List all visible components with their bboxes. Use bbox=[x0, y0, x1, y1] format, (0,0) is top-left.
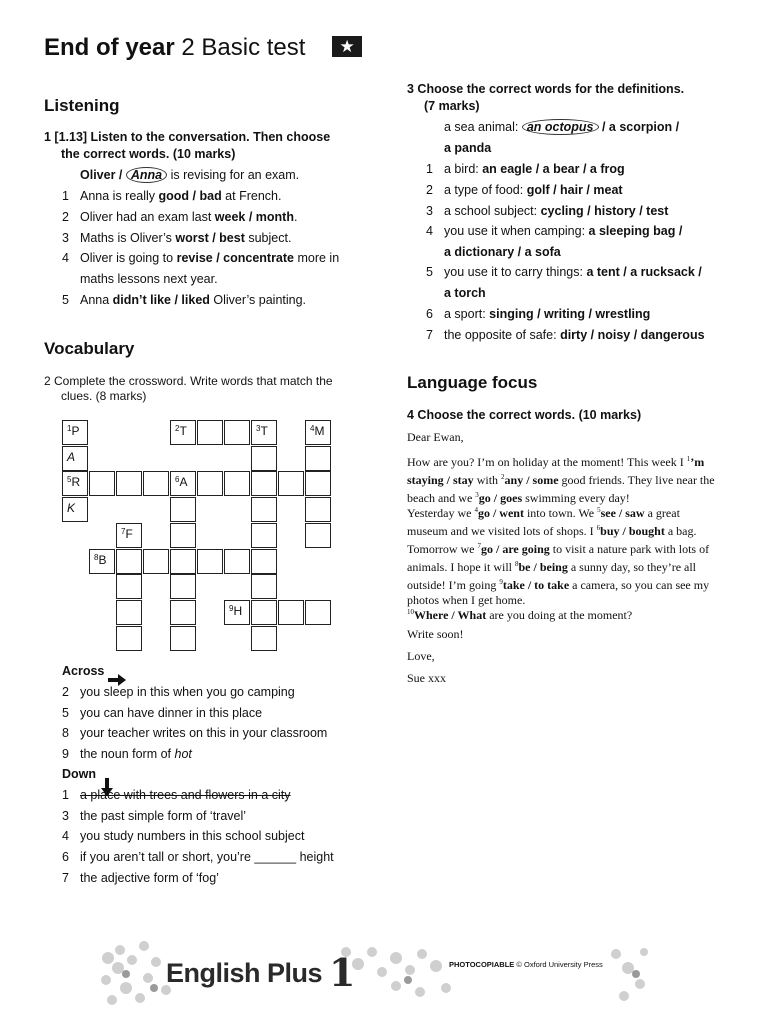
crossword-cell bbox=[116, 600, 142, 625]
p1-text-b: with bbox=[473, 473, 502, 487]
clue-item bbox=[62, 685, 295, 699]
crossword-cell bbox=[197, 549, 223, 574]
cell-letter: T bbox=[179, 424, 187, 438]
copyright-note bbox=[449, 960, 603, 969]
gap-number-9: 9 bbox=[499, 578, 503, 586]
letter-paragraph-2 bbox=[407, 503, 707, 539]
q1-item bbox=[62, 293, 306, 307]
clue-number: 1 bbox=[62, 788, 69, 802]
crossword-cell bbox=[251, 626, 277, 651]
clue-number: 9 bbox=[229, 603, 234, 613]
q3-item bbox=[426, 162, 625, 176]
title-rest: 2 Basic test bbox=[181, 34, 306, 61]
letter-signature: Sue xxx bbox=[407, 671, 446, 685]
q1-instruction-line2: the correct words. (10 marks) bbox=[61, 147, 236, 161]
letter-closing-1: Write soon! bbox=[407, 627, 464, 641]
crossword-cell bbox=[305, 446, 331, 471]
star-icon: ★ bbox=[332, 36, 362, 57]
vocabulary-heading: Vocabulary bbox=[44, 339, 135, 358]
p3-text-c: a sunny day, so they’re all outside! I’m going bbox=[407, 560, 697, 592]
item-text: Maths is Oliver’s bbox=[80, 231, 176, 245]
cell-letter: K bbox=[67, 501, 76, 516]
cell-letter: B bbox=[98, 552, 107, 567]
gap-number-3: 3 bbox=[475, 491, 479, 499]
item-options: an eagle / a bear / a frog bbox=[482, 162, 625, 176]
clue-italic-word: hot bbox=[174, 747, 192, 762]
clue-text: the noun form of bbox=[80, 747, 175, 762]
crossword-cell bbox=[170, 420, 196, 445]
crossword-cell bbox=[305, 600, 331, 625]
item-number: 1 bbox=[426, 162, 433, 176]
crossword-cell bbox=[278, 600, 304, 625]
q3-item bbox=[426, 183, 623, 197]
item-number: 1 bbox=[62, 189, 69, 203]
item-text: maths lessons next year. bbox=[80, 272, 218, 286]
item-options: singing / writing / wrestling bbox=[489, 307, 651, 321]
clue-text: you study numbers in this school subject bbox=[80, 829, 305, 844]
q4-instruction: 4 Choose the correct words. (10 marks) bbox=[407, 408, 642, 422]
q3-item bbox=[426, 204, 668, 218]
clue-number: 5 bbox=[62, 705, 69, 720]
item-options: revise / concentrate bbox=[176, 251, 294, 265]
q3-item bbox=[426, 307, 650, 321]
item-text: Oliver had an exam last bbox=[80, 210, 215, 224]
q3-item bbox=[426, 286, 486, 300]
q1-item bbox=[62, 251, 339, 265]
item-text: the opposite of safe: bbox=[444, 328, 561, 342]
cell-letter: A bbox=[67, 449, 76, 464]
clue-number: 5 bbox=[67, 475, 72, 485]
gap-number-1: 1 bbox=[686, 455, 691, 463]
clue-item bbox=[62, 829, 304, 843]
q2-instruction bbox=[44, 374, 333, 404]
clue-number: 6 bbox=[62, 850, 69, 865]
cell-letter: M bbox=[314, 424, 325, 438]
item-number: 3 bbox=[426, 204, 433, 218]
p2-text-c: a great museum and we visited lots of shops. I bbox=[407, 506, 680, 538]
crossword-cell bbox=[224, 420, 250, 445]
p2-text-b: into town. We bbox=[523, 506, 598, 520]
clue-number: 3 bbox=[62, 808, 69, 823]
clue-number: 2 bbox=[175, 424, 180, 433]
q1-example-option: Oliver / bbox=[80, 168, 123, 182]
gap-options-10: Where / What bbox=[414, 608, 487, 622]
clue-item bbox=[62, 809, 246, 823]
q1-item bbox=[62, 210, 297, 224]
item-options: a torch bbox=[444, 286, 486, 300]
crossword-cell bbox=[170, 574, 196, 599]
crossword-cell bbox=[251, 523, 277, 548]
crossword-cell bbox=[170, 549, 196, 574]
crossword-cell bbox=[251, 497, 277, 522]
q3-instruction bbox=[407, 81, 684, 115]
gap-options-3: go / goes bbox=[478, 491, 523, 505]
cell-letter: F bbox=[125, 526, 133, 541]
crossword-cell bbox=[251, 420, 277, 445]
footer bbox=[96, 938, 652, 1008]
q3-example-post: / a scorpion / bbox=[598, 120, 680, 134]
crossword-cell bbox=[143, 549, 169, 574]
crossword-cell bbox=[251, 574, 277, 599]
crossword-cell bbox=[116, 549, 142, 574]
brand-logo bbox=[166, 950, 355, 995]
item-number: 3 bbox=[62, 231, 69, 245]
q2-instruction-line1: 2 Complete the crossword. Write words that match the bbox=[44, 374, 333, 388]
q3-item bbox=[426, 265, 702, 279]
crossword-cell bbox=[197, 420, 223, 445]
gap-number-8: 8 bbox=[514, 560, 519, 568]
item-number: 6 bbox=[426, 307, 433, 321]
crossword-cell bbox=[62, 420, 88, 445]
clue-number: 4 bbox=[310, 424, 315, 433]
p4-text: are you doing at the moment? bbox=[486, 608, 633, 622]
clue-number: 6 bbox=[175, 475, 180, 485]
clue-item bbox=[62, 726, 327, 740]
gap-options-2: any / some bbox=[504, 473, 559, 487]
crossword-cell bbox=[305, 471, 331, 496]
crossword-cell bbox=[305, 497, 331, 522]
clue-number: 8 bbox=[94, 552, 99, 562]
item-options: a sleeping bag / bbox=[588, 224, 683, 238]
listening-heading: Listening bbox=[44, 96, 120, 115]
page-title bbox=[44, 34, 362, 62]
crossword-cell bbox=[116, 626, 142, 651]
item-options: a dictionary / a sofa bbox=[444, 245, 561, 259]
clue-text: if you aren’t tall or short, you’re ______ height bbox=[80, 850, 334, 865]
p1-text-a: How are you? I’m on holiday at the moment! This week I bbox=[407, 455, 687, 469]
item-options: didn’t like / liked bbox=[112, 293, 210, 307]
language-focus-heading: Language focus bbox=[407, 373, 538, 392]
q1-item bbox=[62, 189, 281, 203]
q1-example-rest: is revising for an exam. bbox=[170, 168, 300, 182]
item-text-after: subject. bbox=[244, 231, 292, 245]
item-options: a tent / a rucksack / bbox=[586, 265, 702, 279]
gap-options-5: see / saw bbox=[600, 506, 645, 520]
item-text: a sport: bbox=[444, 307, 490, 321]
p3-text-a: Tomorrow we bbox=[407, 542, 478, 556]
crossword-cell bbox=[62, 446, 88, 471]
gap-options-1: ’m staying / stay bbox=[407, 455, 705, 487]
p3-text-d: a camera, so you can see my photos when I get home. bbox=[407, 578, 710, 607]
item-number: 5 bbox=[62, 293, 69, 307]
clue-number: 7 bbox=[62, 870, 69, 885]
crossword-cell bbox=[62, 471, 88, 496]
clue-item bbox=[62, 850, 334, 864]
clue-text: you can have dinner in this place bbox=[80, 705, 263, 720]
crossword-cell bbox=[197, 471, 223, 496]
letter-salutation: Dear Ewan, bbox=[407, 430, 464, 444]
item-text-after: . bbox=[293, 210, 298, 224]
clue-number: 8 bbox=[62, 726, 69, 741]
gap-number-7: 7 bbox=[477, 542, 481, 550]
q1-instruction bbox=[44, 129, 330, 163]
crossword-cell bbox=[251, 471, 277, 496]
gap-number-6: 6 bbox=[596, 524, 601, 532]
letter-paragraph-4 bbox=[407, 605, 632, 623]
q3-example bbox=[444, 120, 679, 134]
q3-item bbox=[426, 245, 561, 259]
photocopiable-label: PHOTOCOPIABLE bbox=[449, 960, 515, 969]
q1-example bbox=[80, 168, 299, 182]
gap-number-4: 4 bbox=[474, 506, 478, 514]
item-options: cycling / history / test bbox=[540, 204, 669, 218]
item-text: Anna is really bbox=[80, 189, 159, 203]
p2-text-d: a bag. bbox=[664, 524, 697, 538]
q3-instruction-line2: (7 marks) bbox=[424, 99, 480, 113]
crossword-cell bbox=[116, 523, 142, 548]
clue-item bbox=[62, 747, 192, 761]
crossword-cell bbox=[89, 471, 115, 496]
cell-letter: A bbox=[179, 475, 188, 490]
crossword-cell bbox=[62, 497, 88, 522]
crossword-cell bbox=[116, 471, 142, 496]
item-options: golf / hair / meat bbox=[526, 183, 623, 197]
crossword-cell bbox=[224, 600, 250, 625]
gap-options-4: go / went bbox=[477, 506, 524, 520]
crossword-cell bbox=[305, 420, 331, 445]
p1-text-c: good friends. They live near the beach and we bbox=[407, 473, 715, 505]
q1-item bbox=[62, 231, 291, 245]
across-label: Across bbox=[62, 664, 105, 678]
cell-letter: H bbox=[233, 603, 243, 618]
clue-item bbox=[62, 871, 219, 885]
brand-level: 1 bbox=[329, 950, 355, 995]
crossword-cell bbox=[278, 471, 304, 496]
q3-example-circled: an octopus bbox=[522, 119, 599, 135]
item-options: dirty / noisy / dangerous bbox=[560, 328, 705, 342]
item-number: 4 bbox=[426, 224, 433, 238]
crossword-cell bbox=[251, 549, 277, 574]
crossword-cell bbox=[116, 574, 142, 599]
p1-text-d: swimming every day! bbox=[522, 491, 630, 505]
item-options: week / month bbox=[214, 210, 294, 224]
clue-number: 2 bbox=[62, 685, 69, 699]
q3-item bbox=[426, 224, 682, 238]
down-label: Down bbox=[62, 767, 97, 781]
item-text: a school subject: bbox=[444, 204, 541, 218]
crossword-cell bbox=[170, 497, 196, 522]
item-text: a type of food: bbox=[444, 183, 527, 197]
cell-letter: P bbox=[71, 424, 80, 438]
crossword-cell bbox=[143, 471, 169, 496]
q1-instruction-line1: 1 [1.13] Listen to the conversation. Then choose bbox=[44, 130, 331, 144]
letter-paragraph-1 bbox=[407, 452, 717, 506]
publisher-label: © Oxford University Press bbox=[516, 960, 603, 969]
item-options: good / bad bbox=[158, 189, 222, 203]
item-text-after: Oliver’s painting. bbox=[209, 293, 307, 307]
clue-item bbox=[62, 788, 291, 802]
item-text: Anna bbox=[80, 293, 113, 307]
letter-paragraph-3 bbox=[407, 539, 713, 608]
item-text: you use it to carry things: bbox=[444, 265, 587, 279]
crossword-cell bbox=[224, 471, 250, 496]
clue-text: the past simple form of ‘travel’ bbox=[80, 808, 247, 823]
q3-example-line2: a panda bbox=[444, 141, 492, 155]
gap-options-6: buy / bought bbox=[600, 524, 665, 538]
item-options: worst / best bbox=[175, 231, 245, 245]
q3-item bbox=[426, 328, 705, 342]
clue-number: 7 bbox=[121, 526, 126, 536]
crossword-cell bbox=[251, 600, 277, 625]
item-number: 2 bbox=[426, 183, 433, 197]
item-text: Oliver is going to bbox=[80, 251, 177, 265]
crossword-cell bbox=[170, 471, 196, 496]
clue-text: a place with trees and flowers in a city bbox=[80, 788, 291, 802]
p2-text-a: Yesterday we bbox=[407, 506, 475, 520]
item-number: 4 bbox=[62, 251, 69, 265]
q1-example-circled: Anna bbox=[126, 167, 167, 183]
q2-instruction-line2: clues. (8 marks) bbox=[61, 389, 147, 403]
q1-item bbox=[62, 272, 218, 286]
item-number: 7 bbox=[426, 328, 433, 342]
crossword-cell bbox=[251, 446, 277, 471]
q3-example-pre: a sea animal: bbox=[444, 120, 522, 134]
gap-number-2: 2 bbox=[501, 473, 505, 481]
letter-closing-2: Love, bbox=[407, 649, 435, 663]
p3-text-b: to visit a nature park with lots of animals. I hope it will bbox=[407, 542, 710, 574]
crossword-cell bbox=[170, 626, 196, 651]
crossword-cell bbox=[89, 549, 115, 574]
gap-options-9: take / to take bbox=[502, 578, 570, 592]
cell-letter: R bbox=[71, 475, 81, 490]
title-bold: End of year bbox=[44, 34, 175, 61]
cell-letter: T bbox=[260, 424, 268, 438]
item-text: a bird: bbox=[444, 162, 483, 176]
clue-item bbox=[62, 706, 262, 720]
crossword-cell bbox=[170, 600, 196, 625]
crossword-cell bbox=[305, 523, 331, 548]
item-number: 5 bbox=[426, 265, 433, 279]
item-text-after: more in bbox=[294, 251, 340, 265]
item-number: 2 bbox=[62, 210, 69, 224]
crossword-cell bbox=[170, 523, 196, 548]
clue-text: your teacher writes on this in your classroom bbox=[80, 726, 328, 741]
clue-number: 9 bbox=[62, 747, 69, 762]
gap-number-5: 5 bbox=[597, 506, 601, 514]
clue-number: 3 bbox=[256, 424, 261, 433]
clue-number: 4 bbox=[62, 829, 69, 844]
gap-number-10: 10 bbox=[407, 608, 414, 616]
brand-name: English Plus bbox=[166, 958, 323, 988]
clue-text: you sleep in this when you go camping bbox=[80, 685, 295, 699]
gap-options-8: be / being bbox=[518, 560, 568, 574]
q3-instruction-line1: 3 Choose the correct words for the definitions. bbox=[407, 82, 685, 96]
crossword-cell bbox=[224, 549, 250, 574]
item-text-after: at French. bbox=[221, 189, 282, 203]
clue-text: the adjective form of ‘fog’ bbox=[80, 870, 219, 885]
gap-options-7: go / are going bbox=[480, 542, 550, 556]
clue-number: 1 bbox=[67, 424, 72, 433]
item-text: you use it when camping: bbox=[444, 224, 589, 238]
